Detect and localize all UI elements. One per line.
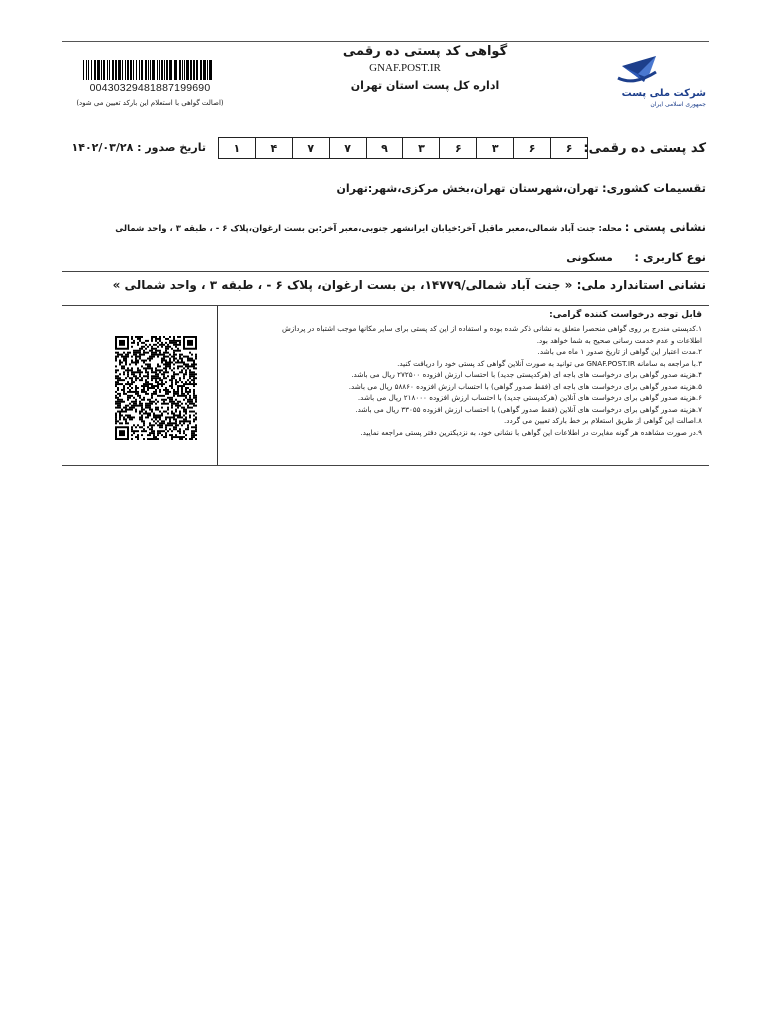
- address-row: [115, 220, 706, 234]
- postal-code-digit: ۶: [550, 138, 587, 158]
- logo-name: شرکت ملی پست: [621, 88, 706, 99]
- divisions-value: تهران،شهرستان تهران،بخش مرکزی،شهر:تهران: [336, 182, 599, 195]
- postal-code-digit: ۶: [439, 138, 476, 158]
- usage-label: نوع کاربری :: [634, 250, 706, 264]
- divisions-row: [337, 181, 706, 195]
- national-address: نشانی استاندارد ملی: « جنت آباد شمالی/۱۴۷۷۹، بن بست ارغوان، پلاک ۶ - ، طبقه ۳ ، واحد شمالی »: [112, 278, 706, 292]
- note-item: ۲.مدت اعتبار این گواهی از تاریخ صدور ۱ ماه می باشد.: [537, 347, 702, 356]
- notes-divider: [217, 306, 218, 465]
- issue-date-label: تاریخ صدور :: [137, 141, 206, 154]
- top-rule: [62, 41, 709, 42]
- site-url: GNAF.POST.IR: [369, 62, 441, 74]
- divider: [62, 271, 709, 272]
- barcode-number: 00430329481887199690: [89, 82, 211, 94]
- postal-code-digit: ۹: [366, 138, 403, 158]
- notes-title: قابل توجه درخواست کننده گرامی:: [549, 310, 702, 320]
- postal-code-digit: ۱: [233, 141, 241, 155]
- issue-date: [71, 141, 206, 154]
- postal-code-digit: ۳: [402, 138, 439, 158]
- issue-date-value: ۱۴۰۲/۰۳/۲۸: [71, 141, 134, 154]
- note-item: ۹.در صورت مشاهده هر گونه مغایرت در اطلاعات این گواهی با نشانی خود، به نزدیکترین دفتر پستی مراجعه نمایید.: [360, 427, 702, 437]
- postal-code-digit: ۷: [329, 138, 366, 158]
- postal-code-digit: ۶: [513, 138, 550, 158]
- note-item: ۴.هزینه صدور گواهی برای درخواست های باجه ای (هرکدپستی جدید) با احتساب ارزش افزوده ۲۷۲۵۰۰ ریال می باشد.: [351, 370, 702, 379]
- note-item: ۸.اصالت این گواهی از طریق استعلام بر خط بارکد تعیین می گردد.: [503, 416, 702, 425]
- usage-row: [566, 250, 706, 264]
- postal-code-digit: ۷: [292, 138, 329, 158]
- note-item: ۳.با مراجعه به سامانه GNAF.POST.IR می توانید به صورت آنلاین گواهی کد پستی خود را دریافت کنید.: [397, 358, 702, 368]
- address-value: محله: جنت آباد شمالی،معبر ماقبل آخر:خیابان ایرانشهر جنوبی،معبر آخر:بن بست ارغوان،پلاک ۶ - ، طبقه ۳ ، واحد شمالی: [115, 224, 622, 234]
- note-item: اطلاعات و عدم خدمت رسانی صحیح به شما خواهد بود.: [536, 335, 702, 345]
- postal-code-digit: ۴: [255, 138, 292, 158]
- qr-code-icon: [115, 336, 197, 440]
- divisions-label: تقسیمات کشوری:: [602, 181, 706, 195]
- note-item: ۷.هزینه صدور گواهی برای درخواست های آنلاین (فقط صدور گواهی) با احتساب ارزش افزوده ۳۳۰۵۵ ریال می باشد.: [355, 404, 702, 414]
- note-item: ۶.هزینه صدور گواهی برای درخواست های آنلاین (هرکدپستی جدید) با احتساب ارزش افزوده ۲۱۸۰۰۰ ریال می باشد.: [357, 393, 702, 402]
- note-item: ۵.هزینه صدور گواهی برای درخواست های باجه ای (فقط صدور گواهی) با احتساب ارزش افزوده ۵۸۸۶۰ ریال می باشد.: [348, 381, 702, 391]
- logo-subtitle: جمهوری اسلامی ایران: [650, 101, 706, 108]
- postal-code-digit: ۳: [476, 138, 513, 158]
- barcode-icon: [83, 60, 215, 80]
- note-item: ۱.کدپستی مندرج بر روی گواهی منحصرا متعلق به نشانی ذکر شده بوده و استفاده از این کد پستی برای سایر مکانها موجب اشتباه در پردازش: [282, 324, 702, 333]
- postal-code-label: کد پستی ده رقمی:: [583, 141, 706, 156]
- office-name: اداره کل پست استان تهران: [350, 79, 500, 92]
- notes-list: [230, 323, 702, 438]
- document-title: گواهی کد پستی ده رقمی: [342, 44, 508, 59]
- usage-value: مسکونی: [566, 251, 613, 264]
- address-label: نشانی پستی :: [624, 220, 706, 234]
- barcode-note: (اصالت گواهی با استعلام این بارکد تعیین می شود): [76, 99, 224, 107]
- postal-code-boxes: [218, 137, 588, 159]
